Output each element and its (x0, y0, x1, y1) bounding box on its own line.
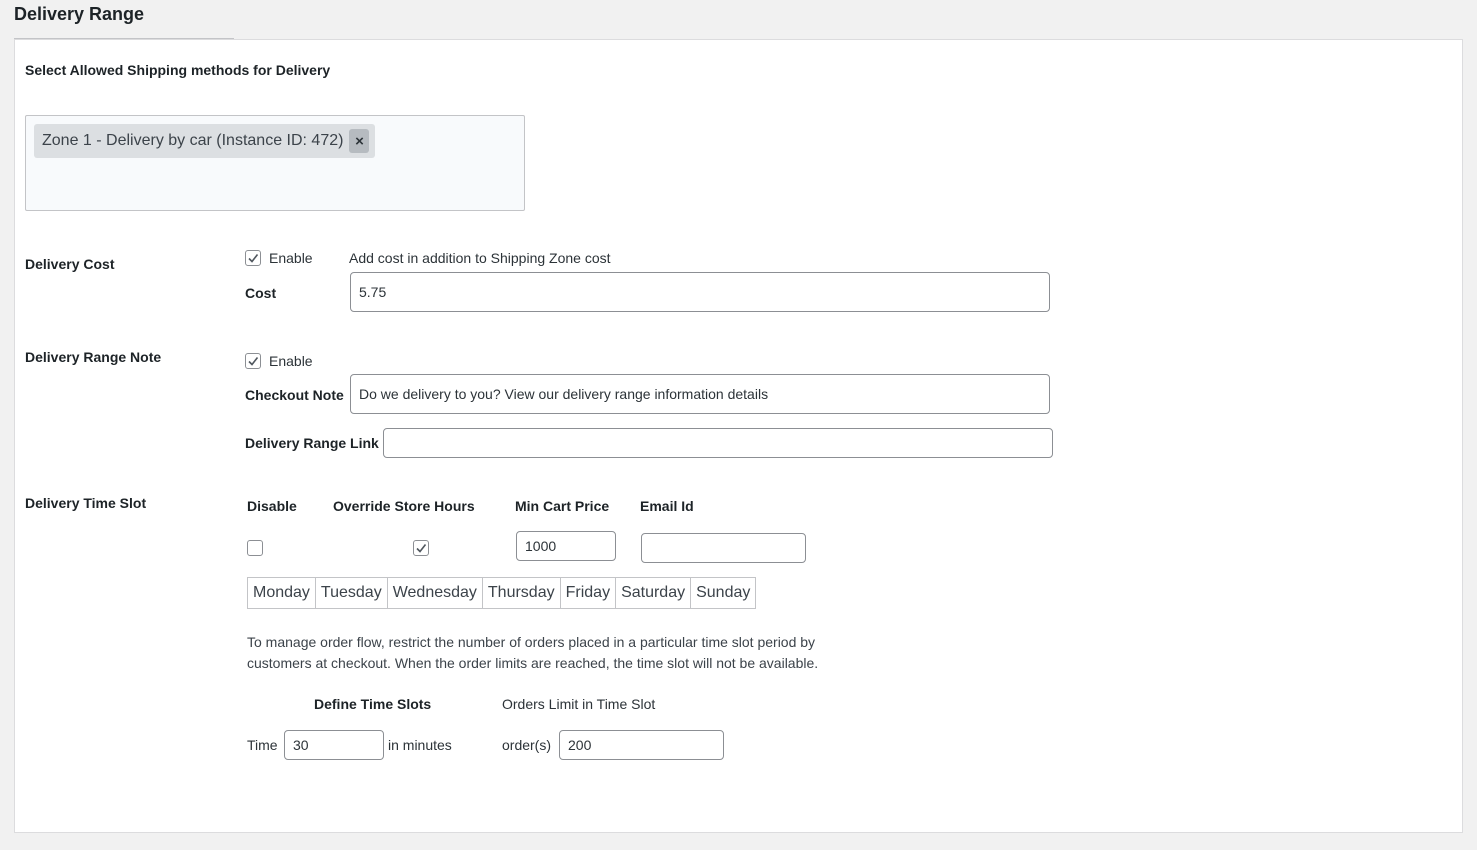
orders-limit-input[interactable] (559, 730, 724, 760)
define-time-slots-label: Define Time Slots (314, 696, 432, 712)
time-label: Time (247, 737, 278, 753)
min-cart-price-input[interactable] (516, 531, 616, 561)
page-title: Delivery Range (14, 4, 145, 24)
checkmark-icon (415, 542, 427, 554)
range-note-enable-label: Enable (269, 353, 313, 369)
remove-chip-icon[interactable]: × (349, 129, 369, 153)
day-tab-monday[interactable]: Monday (248, 578, 316, 608)
col-header-email-id: Email Id (640, 498, 694, 514)
day-tab-tuesday[interactable]: Tuesday (316, 578, 388, 608)
orders-unit-label: order(s) (502, 737, 552, 753)
day-tab-thursday[interactable]: Thursday (483, 578, 561, 608)
cost-label: Cost (245, 285, 277, 301)
cost-input[interactable] (350, 272, 1050, 312)
col-header-override-store-hours: Override Store Hours (333, 498, 475, 514)
day-tab-sunday[interactable]: Sunday (691, 578, 755, 608)
delivery-range-link-input[interactable] (383, 428, 1053, 458)
weekday-tabs (247, 577, 756, 609)
col-header-disable: Disable (247, 498, 297, 514)
delivery-cost-hint: Add cost in addition to Shipping Zone cost (349, 250, 611, 266)
orders-limit-label: Orders Limit in Time Slot (502, 696, 656, 712)
checkmark-icon (247, 252, 259, 264)
tab-divider (14, 38, 234, 39)
delivery-range-link-label: Delivery Range Link (245, 435, 379, 451)
day-tab-wednesday[interactable]: Wednesday (388, 578, 483, 608)
order-limit-description: To manage order flow, restrict the number of orders placed in a particular time slot period by customers at checkout. When the order limits are reached, the time slot will not be available. (247, 634, 819, 671)
day-tab-friday[interactable]: Friday (561, 578, 616, 608)
shipping-methods-select[interactable] (25, 115, 525, 211)
checkout-note-label: Checkout Note (245, 387, 344, 403)
col-header-min-cart-price: Min Cart Price (515, 498, 610, 514)
range-note-enable-checkbox[interactable] (245, 353, 261, 369)
selected-shipping-chip-label: Zone 1 - Delivery by car (Instance ID: 472) (42, 132, 344, 149)
delivery-range-note-label: Delivery Range Note (25, 349, 162, 365)
checkout-note-input[interactable] (350, 374, 1050, 414)
email-id-input[interactable] (641, 533, 806, 563)
delivery-cost-label: Delivery Cost (25, 256, 115, 272)
override-store-hours-checkbox[interactable] (413, 540, 429, 556)
time-slot-minutes-input[interactable] (284, 730, 384, 760)
delivery-cost-enable-label: Enable (269, 250, 313, 266)
shipping-methods-heading: Select Allowed Shipping methods for Delivery (25, 62, 331, 78)
day-tab-saturday[interactable]: Saturday (616, 578, 691, 608)
disable-checkbox[interactable] (247, 540, 263, 556)
in-minutes-label: in minutes (388, 737, 452, 753)
checkmark-icon (247, 355, 259, 367)
selected-shipping-chip (34, 124, 375, 158)
delivery-time-slot-label: Delivery Time Slot (25, 495, 147, 511)
delivery-cost-enable-checkbox[interactable] (245, 250, 261, 266)
